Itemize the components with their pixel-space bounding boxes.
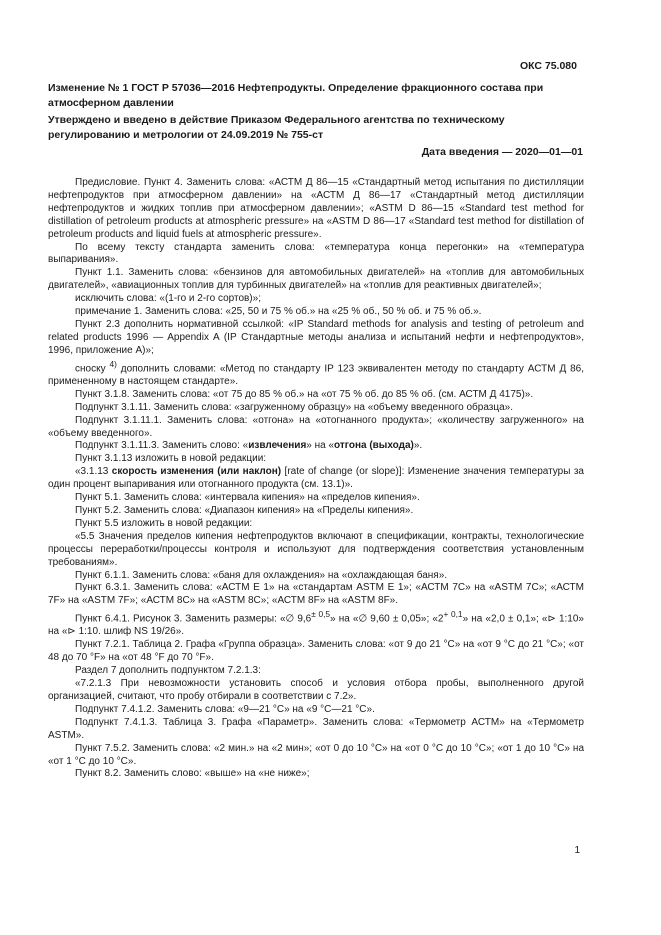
text-run: Пункт 6.4.1. Рисунок 3. Заменить размеры: «∅ 9,6 (75, 613, 312, 625)
paragraph: Пункт 5.2. Заменить слова: «Диапазон кипения» на «Пределы кипения». (75, 504, 414, 516)
paragraph: Пункт 2.3 дополнить нормативной ссылкой: «IP Standard methods for analysis and testing of petroleum and related products 1996 — Appendix A (IP Стандартные методы анализа и испытаний нефти и нефтепродуктов», 1996, приложение A)»; (48, 318, 584, 356)
paragraph: Подпункт 3.1.11. Заменить слова: «загруженному образцу» на «объему введенного образца». (75, 401, 514, 413)
paragraph: Пункт 8.2. Заменить слово: «выше» на «не ниже»; (75, 768, 310, 780)
text-run: » на « (306, 440, 335, 452)
paragraph: «5.5 Значения пределов кипения нефтепродуктов включают в спецификации, контракты, технологические процессы переработки/процессы контроля и используют для подтверждения соответствия установленным требованиям». (48, 530, 584, 568)
paragraph: Пункт 7.5.2. Заменить слова: «2 мин.» на «2 мин»; «от 0 до 10 °С» на «от 0 °С до 10 °С»; «от 1 до 10 °С» на «от 1 °С до 10 °С». (48, 742, 584, 767)
text-run: » на «∅ 9,60 ± 0,05»; «2 (330, 613, 444, 625)
paragraph: Пункт 7.2.1. Таблица 2. Графа «Группа образца». Заменить слова: «от 9 до 21 °С» на «от 9 °С до 21 °С»; «от 48 до 70 °F» на «от 48 °F до 70 °F». (48, 639, 584, 664)
bold-term: скорость изменения (или наклон) (111, 466, 282, 478)
paragraph: Пункт 5.5 изложить в новой редакции: (75, 517, 253, 529)
paragraph: Пункт 6.3.1. Заменить слова: «АСТМ Е 1» на «стандартам ASTM E 1»; «АСТМ 7С» на «ASTM 7C»; «АСТМ 7F» на «ASTM 7F»; «АСТМ 8С» на «ASTM 8C»; «АСТМ 8F» на «ASTM 8F». (48, 582, 584, 607)
paragraph: исключить слова: «(1-го и 2-го сортов)»; (75, 293, 261, 305)
amendment-body (48, 177, 584, 781)
paragraph (48, 608, 584, 639)
paragraph (48, 440, 584, 453)
effective-date: Дата введения — 2020—01—01 (421, 146, 583, 158)
paragraph: Подпункт 7.4.1.2. Заменить слова: «9—21 °С» на «9 °С—21 °С». (75, 703, 375, 715)
tolerance-superscript: + 0,1 (443, 609, 463, 620)
text-run: «3.1.13 (75, 466, 112, 478)
text-run: Подпункт 3.1.11.3. Заменить слово: « (75, 440, 249, 452)
paragraph: Подпункт 7.4.1.3. Таблица 3. Графа «Параметр». Заменить слова: «Термометр АСТМ» на «Термометр ASTM». (48, 716, 584, 741)
paragraph: «7.2.1.3 При невозможности установить способ и условия отбора пробы, выполненного другой организацией, считают, что пробу отбирали в соответствии с 7.2». (48, 678, 584, 702)
bold-term: отгона (выхода) (334, 440, 414, 452)
text-run: » на «2,0 ± 0,1»; «⊳ 1:10» на «⊳ 1:10. шлиф NS 19/26». (48, 613, 584, 638)
text-run: дополнить словами: «Метод по стандарту IP 123 эквивалентен методу по стандарту АСТМ Д 86, примененному в настоящем стандарте». (48, 363, 584, 387)
paragraph: Пункт 6.1.1. Заменить слова: «баня для охлаждения» на «охлаждающая баня». (75, 569, 448, 581)
approval-statement: Утверждено и введено в действие Приказом Федерального агентства по техническому регулированию и метрологии от 24.09.2019 № 755-ст (48, 114, 505, 141)
paragraph: Пункт 1.1. Заменить слова: «бензинов для автомобильных двигателей» на «топлив для автомобильных двигателей», «авиационных топлив для турбинных двигателей» на «топлив для реактивных двигателей»; (48, 267, 584, 292)
footnote-marker: 4) (109, 358, 117, 369)
amendment-title: Изменение № 1 ГОСТ Р 57036—2016 Нефтепродукты. Определение фракционного состава при атмосферном давлении (48, 82, 544, 109)
paragraph (48, 358, 584, 389)
paragraph: Раздел 7 дополнить подпунктом 7.2.1.3: (75, 665, 261, 677)
paragraph: Предисловие. Пункт 4. Заменить слова: «АСТМ Д 86—15 «Стандартный метод испытания по дистилляции нефтепродуктов при атмосферном давлении» на «АСТМ Д 86—17 «Стандартный метод дистилляции нефтепродуктов и жидких топлив при атмосферном давлении»; «ASTM D 86—15 «Standard test method for distillation of petroleum products at atmospheric pressure» на «ASTM D 86—17 «Standard test method for distillation of petroleum products and liquid fuels at atmospheric pressure». (48, 177, 584, 240)
page-number: 1 (574, 845, 580, 856)
text-run: сноску (75, 363, 106, 375)
bold-term: извлечения (248, 440, 307, 452)
paragraph (48, 466, 584, 492)
tolerance-superscript: ± 0,5 (311, 609, 331, 620)
text-run: [rate of change (or slope)]: Изменение значения температуры за один процент выпаривания или отогнанного продукта (см. 13.1)». (48, 466, 584, 491)
oks-code: ОКС 75.080 (519, 60, 577, 72)
paragraph: По всему тексту стандарта заменить слова: «температура конца перегонки» на «температура выпаривания». (48, 241, 584, 266)
paragraph: Пункт 3.1.13 изложить в новой редакции: (75, 453, 267, 465)
paragraph: Пункт 5.1. Заменить слова: «интервала кипения» на «пределов кипения». (75, 492, 420, 504)
paragraph: Пункт 3.1.8. Заменить слова: «от 75 до 85 % об.» на «от 75 % об. до 85 % об. (см. АСТМ Д 4175)». (75, 388, 534, 400)
paragraph: примечание 1. Заменить слова: «25, 50 и 75 % об.» на «25 % об., 50 % об. и 75 % об.». (75, 306, 482, 318)
paragraph: Подпункт 3.1.11.1. Заменить слова: «отгона» на «отогнанного продукта»; «количеству загруженного» на «объему введенного». (48, 414, 584, 439)
text-run: ». (413, 440, 423, 452)
